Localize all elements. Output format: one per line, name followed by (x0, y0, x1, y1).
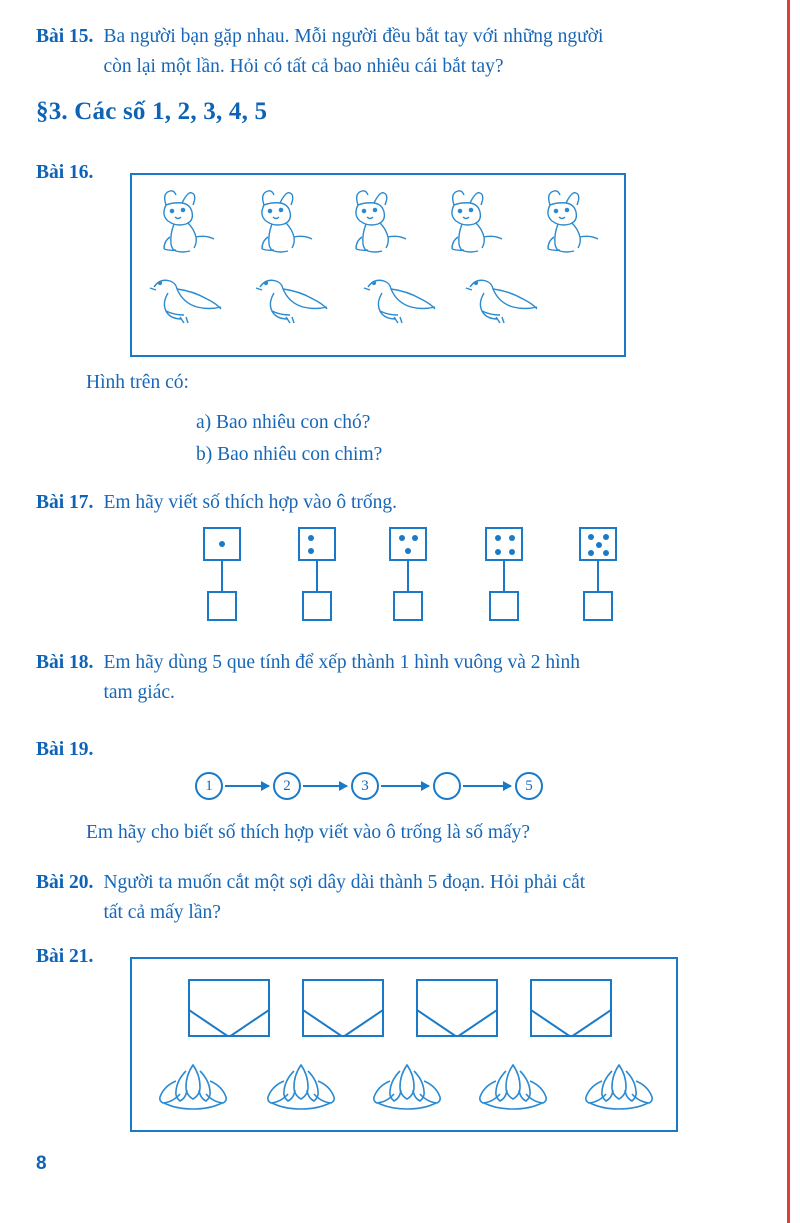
chain-node-1: 1 (195, 772, 223, 800)
exercise-text-line-1: Người ta muốn cắt một sợi dây dài thành 5 đoạn. Hỏi phải cắt (103, 872, 586, 893)
exercise-bai-20 (36, 868, 776, 928)
exercise-text-line-1: Em hãy viết số thích hợp vào ô trống. (103, 492, 397, 513)
exercise-bai-21-label (36, 942, 93, 972)
dice-2 (298, 527, 336, 561)
dice-group-2 (285, 527, 349, 621)
dog-icon (152, 187, 218, 255)
answer-box[interactable] (393, 591, 423, 621)
chain-arrow (463, 785, 511, 787)
answer-box[interactable] (583, 591, 613, 621)
dice-5 (579, 527, 617, 561)
exercise-text-line-2: còn lại một lần. Hỏi có tất cả bao nhiêu cái bắt tay? (103, 56, 504, 77)
exercise-label: Bài 18. (36, 652, 94, 673)
answer-box[interactable] (489, 591, 519, 621)
envelope-icon (530, 979, 612, 1037)
flower-icon (258, 1057, 344, 1113)
chain-node-5: 5 (515, 772, 543, 800)
chain-node-blank[interactable] (433, 772, 461, 800)
exercise-bai-16-label (36, 158, 93, 188)
dice-group-3 (376, 527, 440, 621)
exercise-bai-18 (36, 648, 766, 708)
exercise-label: Bài 20. (36, 872, 94, 893)
exercise-bai-17 (36, 488, 736, 518)
exercise-text-line-1: Em hãy dùng 5 que tính để xếp thành 1 hình vuông và 2 hình (103, 652, 581, 673)
bird-icon (462, 273, 542, 325)
dogs-and-birds-figure (130, 173, 626, 357)
chain-arrow (381, 785, 429, 787)
dog-icon (440, 187, 506, 255)
exercise-text-line-1: Ba người bạn gặp nhau. Mỗi người đều bắt tay với những người (103, 26, 604, 47)
bai-16-option-a: a) Bao nhiêu con chó? (196, 412, 371, 433)
section-heading: §3. Các số 1, 2, 3, 4, 5 (36, 98, 268, 125)
dice-group-4 (472, 527, 536, 621)
exercise-bai-15 (36, 22, 756, 82)
exercise-label: Bài 16. (36, 162, 94, 183)
envelope-icon (302, 979, 384, 1037)
exercise-bai-19-label (36, 735, 93, 765)
chain-arrow (303, 785, 347, 787)
connector-line (407, 561, 409, 591)
answer-box[interactable] (302, 591, 332, 621)
chain-node-3: 3 (351, 772, 379, 800)
number-chain-figure (195, 772, 585, 812)
dice-1 (203, 527, 241, 561)
connector-line (316, 561, 318, 591)
chain-node-2: 2 (273, 772, 301, 800)
exercise-label: Bài 21. (36, 946, 94, 967)
dog-icon (344, 187, 410, 255)
flower-icon (150, 1057, 236, 1113)
bird-icon (146, 273, 226, 325)
envelopes-and-flowers-figure (130, 957, 678, 1132)
bai-16-prompt: Hình trên có: (86, 372, 189, 393)
dice-3 (389, 527, 427, 561)
dice-group-5 (566, 527, 630, 621)
exercise-label: Bài 15. (36, 26, 94, 47)
answer-box[interactable] (207, 591, 237, 621)
page-number: 8 (36, 1153, 47, 1174)
dice-dots-figure (180, 527, 640, 627)
chain-arrow (225, 785, 269, 787)
flower-icon (576, 1057, 662, 1113)
exercise-label: Bài 17. (36, 492, 94, 513)
bird-icon (360, 273, 440, 325)
connector-line (597, 561, 599, 591)
envelope-icon (188, 979, 270, 1037)
exercise-label: Bài 19. (36, 739, 94, 760)
bird-icon (252, 273, 332, 325)
connector-line (503, 561, 505, 591)
dice-4 (485, 527, 523, 561)
bai-19-question: Em hãy cho biết số thích hợp viết vào ô trống là số mấy? (86, 822, 531, 843)
exercise-text-line-2: tam giác. (103, 682, 175, 703)
connector-line (221, 561, 223, 591)
dice-group-1 (190, 527, 254, 621)
flower-icon (470, 1057, 556, 1113)
dog-icon (250, 187, 316, 255)
dog-icon (536, 187, 602, 255)
margin-rule (787, 0, 790, 1223)
flower-icon (364, 1057, 450, 1113)
envelope-icon (416, 979, 498, 1037)
bai-16-option-b: b) Bao nhiêu con chim? (196, 444, 383, 465)
exercise-text-line-2: tất cả mấy lần? (103, 902, 221, 923)
